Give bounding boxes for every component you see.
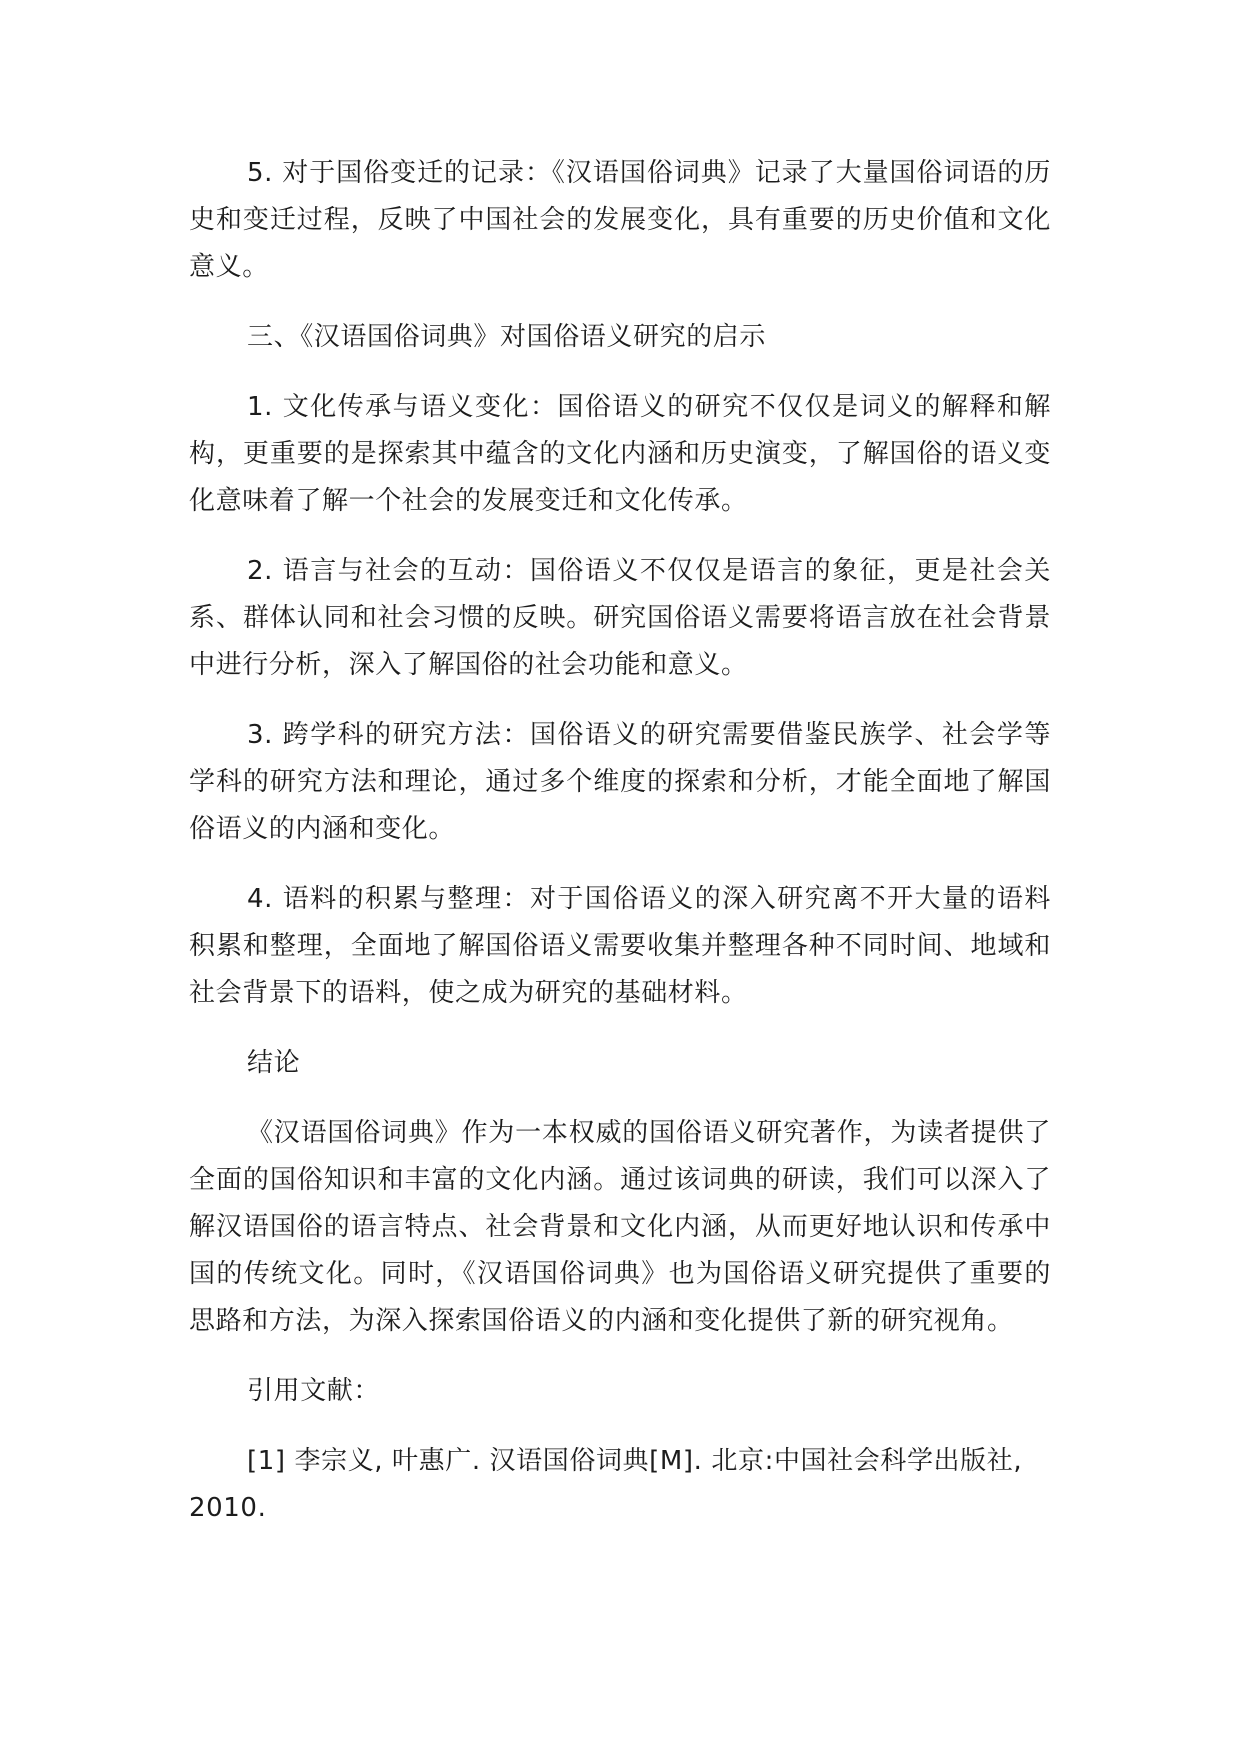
section-heading-implications: 三、《汉语国俗词典》对国俗语义研究的启示 xyxy=(247,322,767,352)
references-heading: 引用文献： xyxy=(247,1376,381,1406)
document-page xyxy=(189,150,1051,1555)
paragraph-record-changes: 5. 对于国俗变迁的记录：《汉语国俗词典》记录了大量国俗词语的历史和变迁过程，反映了中国社会的发展变化，具有重要的历史价值和文化意义。 xyxy=(189,158,1051,282)
paragraph-conclusion: 《汉语国俗词典》作为一本权威的国俗语义研究著作，为读者提供了全面的国俗知识和丰富的文化内涵。通过该词典的研读，我们可以深入了解汉语国俗的语言特点、社会背景和文化内涵，从而更好地认识和传承中国的传统文化。同时，《汉语国俗词典》也为国俗语义研究提供了重要的思路和方法，为深入探索国俗语义的内涵和变化提供了新的研究视角。 xyxy=(189,1118,1051,1336)
paragraph-language-society: 2. 语言与社会的互动：国俗语义不仅仅是语言的象征，更是社会关系、群体认同和社会习惯的反映。研究国俗语义需要将语言放在社会背景中进行分析，深入了解国俗的社会功能和意义。 xyxy=(189,556,1051,680)
conclusion-heading: 结论 xyxy=(247,1048,301,1078)
paragraph-corpus: 4. 语料的积累与整理：对于国俗语义的深入研究离不开大量的语料积累和整理，全面地了解国俗语义需要收集并整理各种不同时间、地域和社会背景下的语料，使之成为研究的基础材料。 xyxy=(189,884,1051,1008)
reference-item: [1] 李宗义, 叶惠广. 汉语国俗词典[M]. 北京:中国社会科学出版社, 2010. xyxy=(189,1446,1023,1523)
paragraph-cultural-inheritance: 1. 文化传承与语义变化：国俗语义的研究不仅仅是词义的解释和解构，更重要的是探索其中蕴含的文化内涵和历史演变，了解国俗的语义变化意味着了解一个社会的发展变迁和文化传承。 xyxy=(189,392,1051,516)
paragraph-interdisciplinary: 3. 跨学科的研究方法：国俗语义的研究需要借鉴民族学、社会学等学科的研究方法和理论，通过多个维度的探索和分析，才能全面地了解国俗语义的内涵和变化。 xyxy=(189,720,1051,844)
